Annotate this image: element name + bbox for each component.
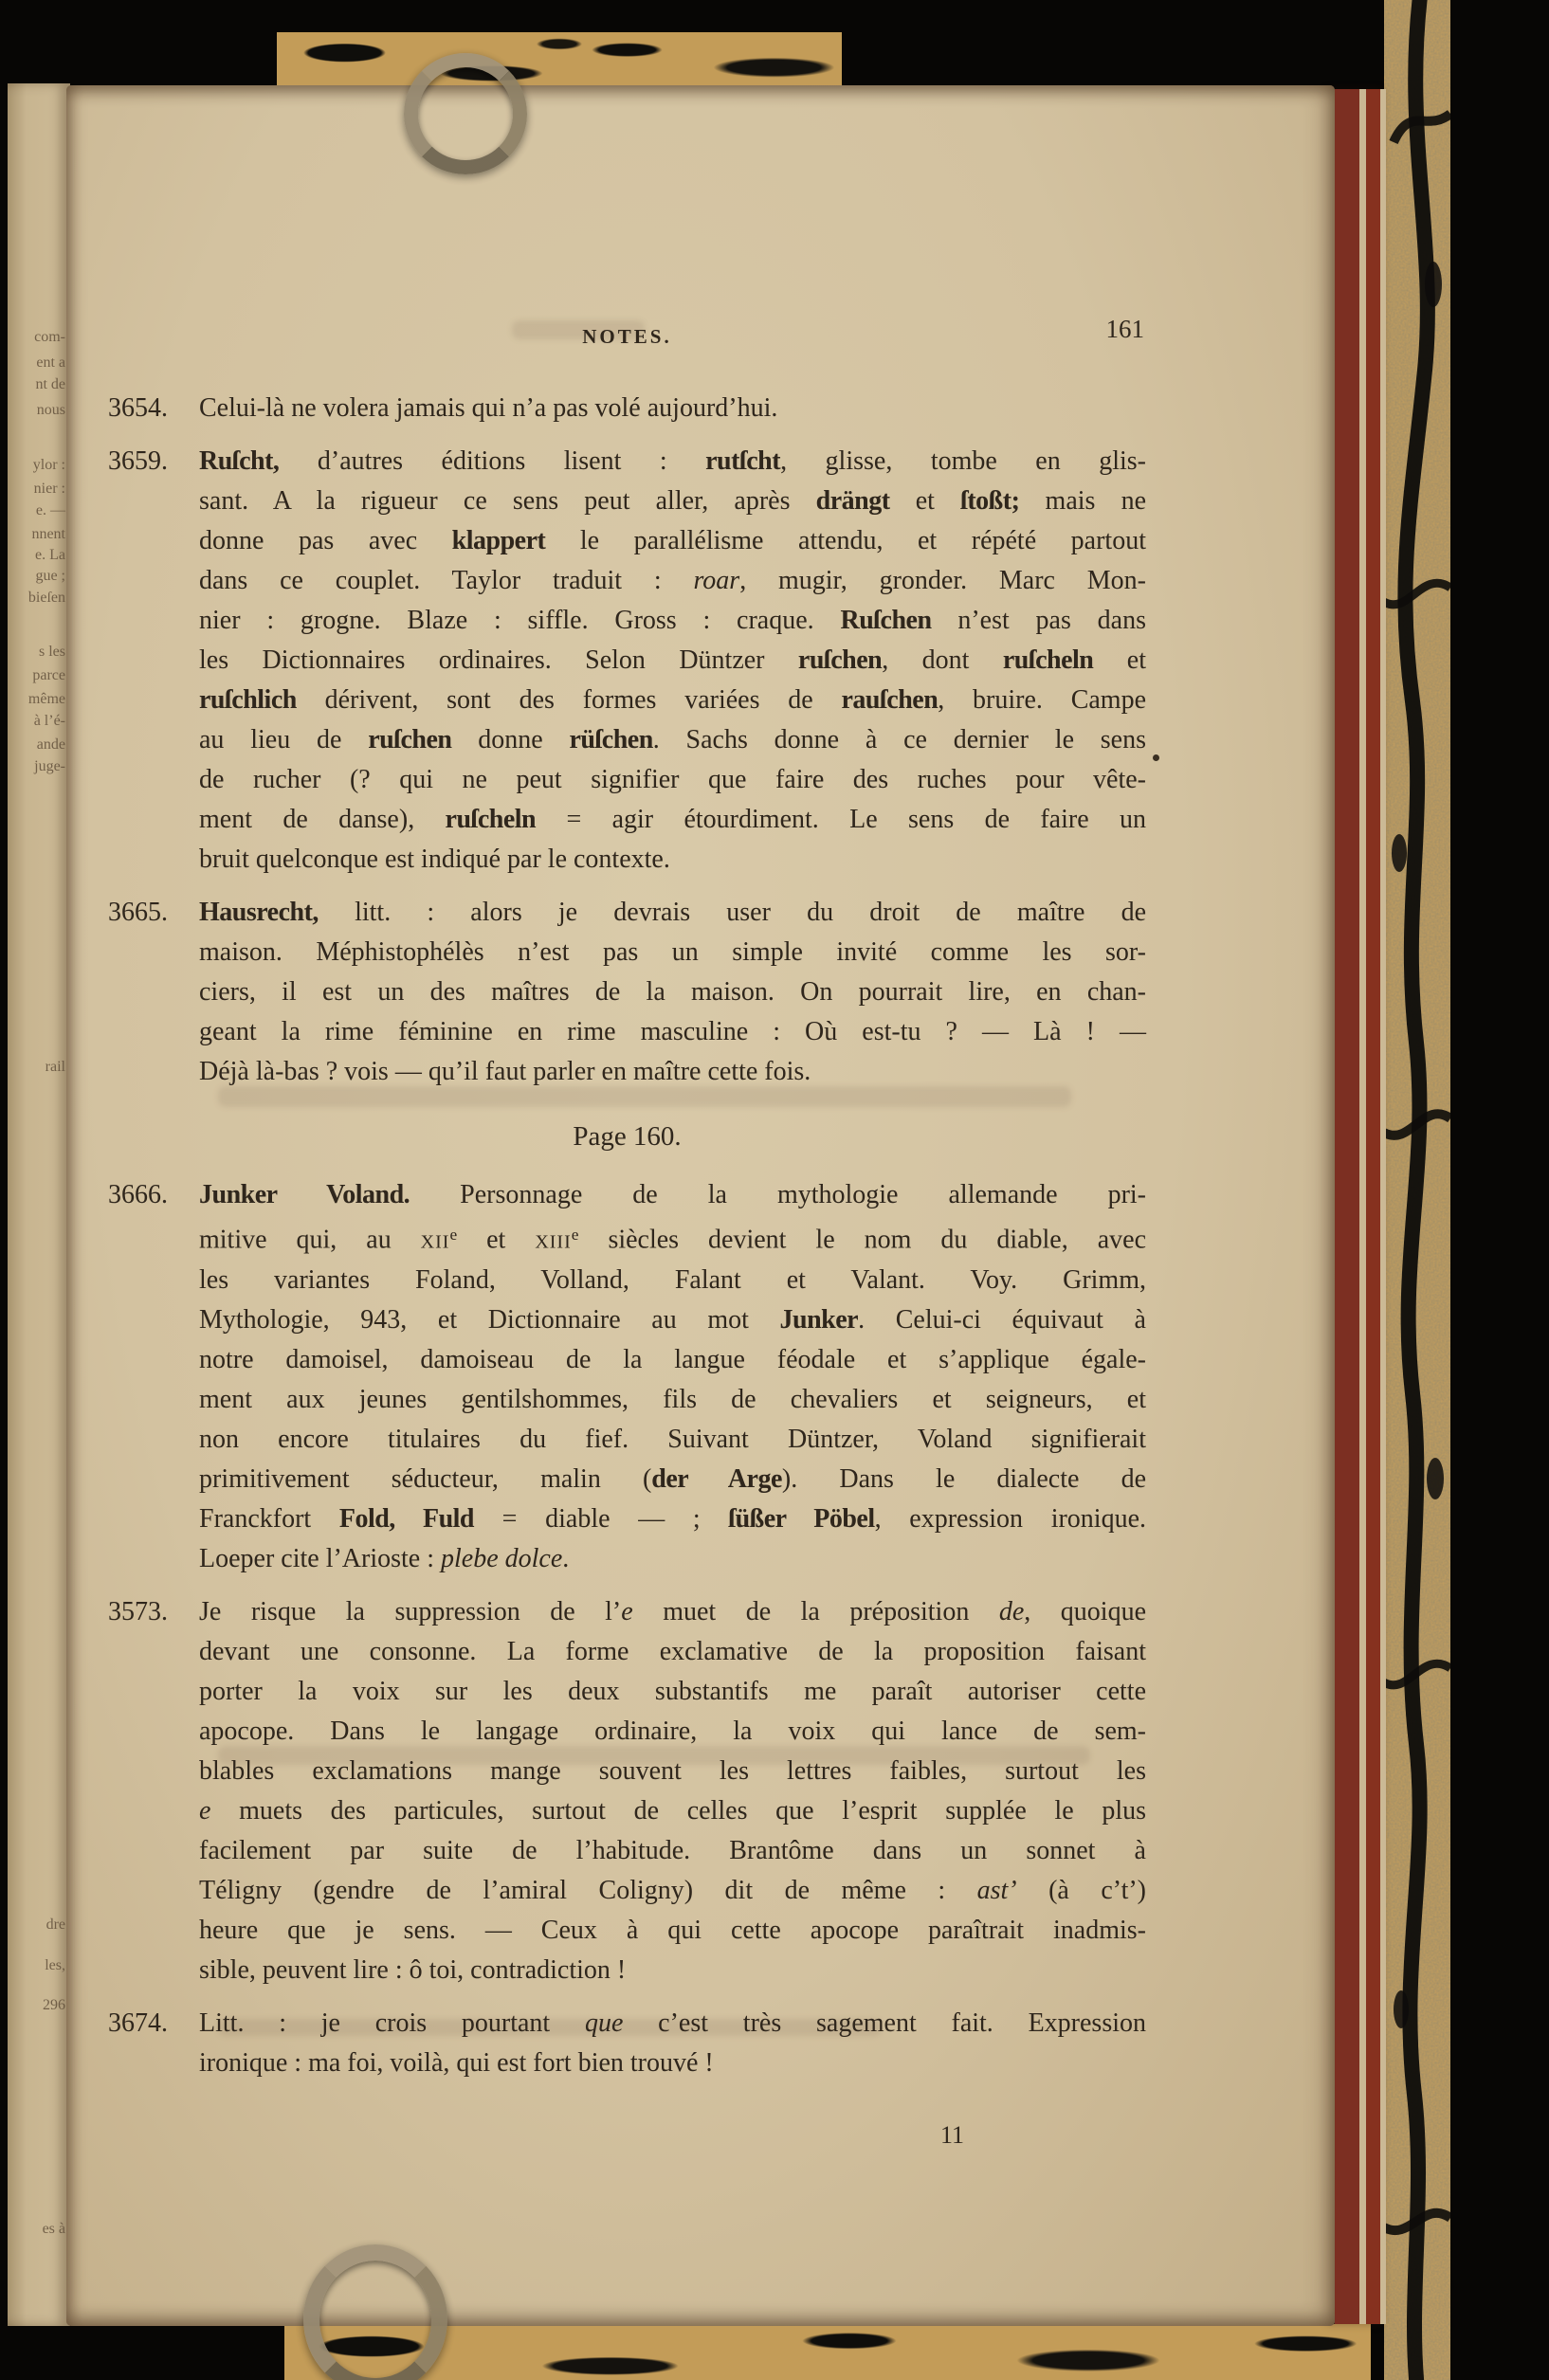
note-text-line — [199, 1672, 1146, 1712]
text-segment: sible, peuvent lire : ô toi, contradiction ! — [199, 1954, 627, 1985]
text-segment: e — [199, 1795, 211, 1826]
bleed-fragment: à l’é- — [33, 713, 65, 729]
text-segment: notre damoisel, damoiseau de la langue féodale et s’applique égale- — [199, 1344, 1146, 1374]
text-segment: ironique : ma foi, voilà, qui est fort bien trouvé ! — [199, 2047, 714, 2078]
note-text-line — [199, 1539, 1146, 1579]
note-text-line — [199, 1951, 1146, 1990]
text-segment: Je risque la suppression de l’ — [199, 1596, 622, 1626]
text-segment: xii — [420, 1225, 450, 1255]
text-segment: blables exclamations mange souvent les lettres faibles, surtout les — [199, 1755, 1146, 1786]
text-segment: muet de la préposition — [632, 1596, 999, 1626]
note-text-line — [199, 389, 1146, 428]
text-segment: ast’ — [976, 1875, 1017, 1905]
signature-mark: 11 — [940, 2120, 965, 2149]
note-item — [108, 1592, 1146, 1990]
note-text-line — [199, 933, 1146, 972]
text-segment: Fold, Fuld — [338, 1503, 474, 1534]
text-segment: ). Dans le dialecte de — [781, 1463, 1146, 1494]
text-segment: Hausrecht, — [199, 898, 319, 927]
bleed-fragment: juge- — [34, 758, 65, 774]
text-segment: mitive qui, au — [199, 1225, 421, 1255]
text-segment: ment aux jeunes gentilshommes, fils de chevaliers et seigneurs, et — [199, 1384, 1146, 1414]
bleed-fragment: nt de — [35, 376, 65, 392]
bleed-fragment: nier : — [33, 481, 65, 497]
text-segment: nier : grogne. Blaze : siffle. Gross : craque. — [199, 606, 841, 635]
bleed-fragment: s les — [39, 644, 65, 660]
note-text-line — [199, 1052, 1146, 1092]
text-segment: Ruſcht, — [199, 446, 280, 476]
note-text-line — [199, 1175, 1146, 1215]
bleed-fragment: parce — [32, 667, 65, 683]
note-text-line — [199, 1380, 1146, 1420]
text-segment: le parallélisme attendu, et répété partout — [545, 526, 1146, 555]
text-segment: et — [1093, 645, 1146, 675]
text-segment: rutſcht — [705, 446, 781, 476]
text-segment: donne — [451, 725, 570, 754]
text-segment: ſtoßt; — [960, 486, 1020, 516]
binding-red-stripes — [1331, 89, 1386, 2324]
text-segment: ruſchlich — [199, 685, 297, 715]
text-segment: de rucher (? qui ne peut signifier que faire des ruches pour vête- — [199, 765, 1146, 794]
bleed-fragment: 296 — [43, 1997, 65, 2013]
text-segment: Junker — [779, 1304, 859, 1335]
bleed-fragment: nnent — [31, 526, 65, 542]
note-text-line — [199, 1752, 1146, 1791]
text-segment: Déjà là-bas ? vois — qu’il faut parler en maître cette fois. — [199, 1057, 811, 1086]
note-text-line — [199, 601, 1146, 641]
text-segment: heure que je sens. — Ceux à qui cette apocope paraîtrait inadmis- — [199, 1915, 1146, 1945]
note-text-line — [199, 1592, 1146, 1632]
note-text-line — [199, 893, 1146, 933]
text-segment: , glisse, tombe en glis- — [780, 446, 1146, 476]
text-segment: ſüßer Pöbel — [728, 1503, 875, 1534]
note-text-line — [199, 681, 1146, 720]
text-segment: der Arge — [651, 1463, 782, 1494]
bleed-fragment: e. — — [35, 502, 65, 518]
text-segment: porter la voix sur les deux substantifs me paraît autoriser cette — [199, 1676, 1146, 1706]
text-segment: que — [584, 2008, 624, 2038]
note-text-line — [199, 442, 1146, 481]
text-segment: maison. Méphistophélès n’est pas un simple invité comme les sor- — [199, 937, 1146, 967]
bleed-fragment: ent a — [36, 354, 65, 371]
note-text-line — [199, 1871, 1146, 1911]
note-text-line — [199, 1632, 1146, 1672]
text-segment: devant une consonne. La forme exclamative de la proposition faisant — [199, 1636, 1146, 1666]
text-segment: n’est pas dans — [931, 606, 1146, 635]
text-segment: facilement par suite de l’habitude. Brantôme dans un sonnet à — [199, 1835, 1146, 1865]
bleed-fragment: dre — [46, 1917, 65, 1933]
text-segment: au lieu de — [199, 725, 369, 754]
text-segment: apocope. Dans le langage ordinaire, la voix qui lance de sem- — [199, 1716, 1146, 1746]
note-text-line — [199, 2004, 1146, 2044]
text-segment: ruſcheln — [445, 805, 537, 834]
bleed-fragment: ande — [36, 736, 65, 753]
text-segment: e — [449, 1226, 458, 1244]
text-segment: ment de danse), — [199, 805, 446, 834]
cover-edge-top — [277, 32, 842, 91]
note-number: 3573. — [108, 1596, 168, 1626]
text-segment: Loeper cite l’Arioste : — [199, 1543, 442, 1573]
note-text-line — [199, 481, 1146, 521]
text-segment: . — [562, 1543, 570, 1573]
text-segment: ruſcheln — [1002, 645, 1094, 675]
text-segment: , bruire. Campe — [938, 685, 1147, 715]
text-segment: roar — [693, 566, 740, 595]
bleed-fragment: les, — [45, 1957, 65, 1973]
text-segment: ciers, il est un des maîtres de la maison. On pourrait lire, en chan- — [199, 977, 1146, 1007]
bleed-fragment: ylor : — [32, 457, 65, 473]
bleed-fragment: bieſen — [27, 590, 65, 606]
page-number: 161 — [1105, 315, 1144, 343]
text-segment: et — [457, 1225, 536, 1255]
text-segment: ruſchen — [797, 645, 883, 675]
ink-speck — [1153, 754, 1159, 761]
note-text-line — [199, 1215, 1146, 1261]
note-text-line — [199, 840, 1146, 880]
text-segment: de — [998, 1596, 1025, 1626]
text-segment: les Dictionnaires ordinaires. Selon Düntzer — [199, 645, 798, 675]
note-text-line — [199, 972, 1146, 1012]
text-segment: Litt. : je crois pourtant — [199, 2008, 585, 2038]
bleed-fragment: même — [27, 691, 65, 707]
note-text-line — [199, 2044, 1146, 2083]
text-segment: Téligny (gendre de l’amiral Coligny) dit de même : — [199, 1875, 977, 1905]
note-number: 3654. — [108, 393, 168, 423]
text-segment: mais ne — [1019, 486, 1147, 516]
text-segment: e — [571, 1226, 579, 1244]
note-text-line — [199, 641, 1146, 681]
note-item — [108, 893, 1146, 1092]
note-item — [108, 1175, 1146, 1579]
bleed-fragment: gue ; — [35, 568, 65, 584]
text-segment: d’autres éditions lisent : — [279, 446, 706, 476]
text-segment: e — [621, 1596, 633, 1626]
note-text-line — [199, 561, 1146, 601]
note-item — [108, 442, 1146, 880]
text-segment: = agir étourdiment. Le sens de faire un — [536, 805, 1146, 834]
text-segment: Mythologie, 943, et Dictionnaire au mot — [199, 1304, 780, 1335]
bleed-fragment: rail — [45, 1059, 65, 1075]
note-text-line — [199, 1460, 1146, 1499]
text-segment: , expression ironique. — [874, 1503, 1147, 1534]
text-segment: et — [889, 486, 961, 516]
previous-page-edge — [8, 83, 70, 2326]
note-text-line — [199, 1012, 1146, 1052]
text-segment: non encore titulaires du fief. Suivant Düntzer, Voland signifierait — [199, 1424, 1146, 1454]
text-segment: Ruſchen — [840, 606, 932, 635]
text-segment: ruſchen — [368, 725, 452, 754]
text-segment: xiii — [535, 1225, 572, 1255]
text-segment: litt. : alors je devrais user du droit de maître de — [318, 898, 1146, 927]
note-text-line — [199, 1911, 1146, 1951]
text-segment: plebe dolce — [441, 1543, 563, 1573]
note-text-line — [199, 1499, 1146, 1539]
clasp-ring-top — [404, 53, 527, 174]
page-header — [108, 309, 1146, 375]
text-segment: donne pas avec — [199, 526, 452, 555]
text-segment: dérivent, sont des formes variées de — [296, 685, 842, 715]
cover-edge-bottom — [284, 2324, 1371, 2380]
running-head: NOTES. — [582, 325, 672, 348]
bleed-fragment: e. La — [35, 547, 65, 563]
note-text-line — [199, 1300, 1146, 1340]
text-segment: rauſchen — [841, 685, 939, 715]
note-text-line — [199, 720, 1146, 760]
text-segment: muets des particules, surtout de celles que l’esprit supplée le plus — [210, 1795, 1146, 1826]
text-segment: sant. A la rigueur ce sens peut aller, après — [199, 486, 816, 516]
book-page — [66, 85, 1335, 2326]
bleed-fragment: com- — [34, 329, 65, 345]
marbled-endpaper-edge — [1384, 0, 1450, 2380]
text-segment: les variantes Foland, Volland, Falant et Valant. Voy. Grimm, — [199, 1264, 1146, 1295]
text-segment: klappert — [451, 526, 546, 555]
text-segment: Junker Voland. — [199, 1180, 410, 1209]
note-text-line — [199, 800, 1146, 840]
note-number: 3674. — [108, 2008, 168, 2038]
note-item — [108, 2004, 1146, 2083]
section-heading: Page 160. — [573, 1121, 682, 1152]
text-segment: . Celui-ci équivaut à — [858, 1304, 1146, 1335]
text-segment: . Sachs donne à ce dernier le sens — [652, 725, 1146, 754]
bleed-fragment: nous — [36, 402, 65, 418]
note-number: 3665. — [108, 898, 168, 927]
text-segment: Franckfort — [199, 1503, 339, 1534]
text-segment: , quoique — [1024, 1596, 1146, 1626]
note-text-line — [199, 760, 1146, 800]
text-segment: (à c’t’) — [1016, 1875, 1146, 1905]
note-number: 3659. — [108, 446, 168, 476]
text-segment: bruit quelconque est indiqué par le contexte. — [199, 845, 670, 874]
note-text-line — [199, 1791, 1146, 1831]
text-segment: drängt — [815, 486, 890, 516]
text-segment: , mugir, gronder. Marc Mon- — [739, 566, 1146, 595]
text-segment: = diable — ; — [474, 1503, 729, 1534]
text-segment: Personnage de la mythologie allemande pri- — [410, 1180, 1146, 1209]
note-text-line — [199, 1420, 1146, 1460]
text-segment: siècles devient le nom du diable, avec — [578, 1225, 1146, 1255]
note-text-line — [199, 1340, 1146, 1380]
notes-section-a — [108, 389, 1146, 1092]
note-item — [108, 389, 1146, 428]
text-segment: Celui-là ne volera jamais qui n’a pas volé aujourd’hui. — [199, 393, 778, 423]
note-text-line — [199, 1831, 1146, 1871]
bleed-fragment: es à — [42, 2221, 65, 2237]
note-text-line — [199, 1712, 1146, 1752]
text-segment: c’est très sagement fait. Expression — [623, 2008, 1146, 2038]
text-segment: primitivement séducteur, malin ( — [199, 1463, 652, 1494]
notes-section-b — [108, 1175, 1146, 2083]
note-text-line — [199, 521, 1146, 561]
note-number: 3666. — [108, 1180, 168, 1209]
text-segment: dans ce couplet. Taylor traduit : — [199, 566, 694, 595]
text-segment: geant la rime féminine en rime masculine : Où est-tu ? — Là ! — — [199, 1017, 1146, 1046]
text-segment: rüſchen — [569, 725, 653, 754]
text-block — [108, 309, 1146, 2155]
note-text-line — [199, 1261, 1146, 1300]
text-segment: , dont — [882, 645, 1003, 675]
